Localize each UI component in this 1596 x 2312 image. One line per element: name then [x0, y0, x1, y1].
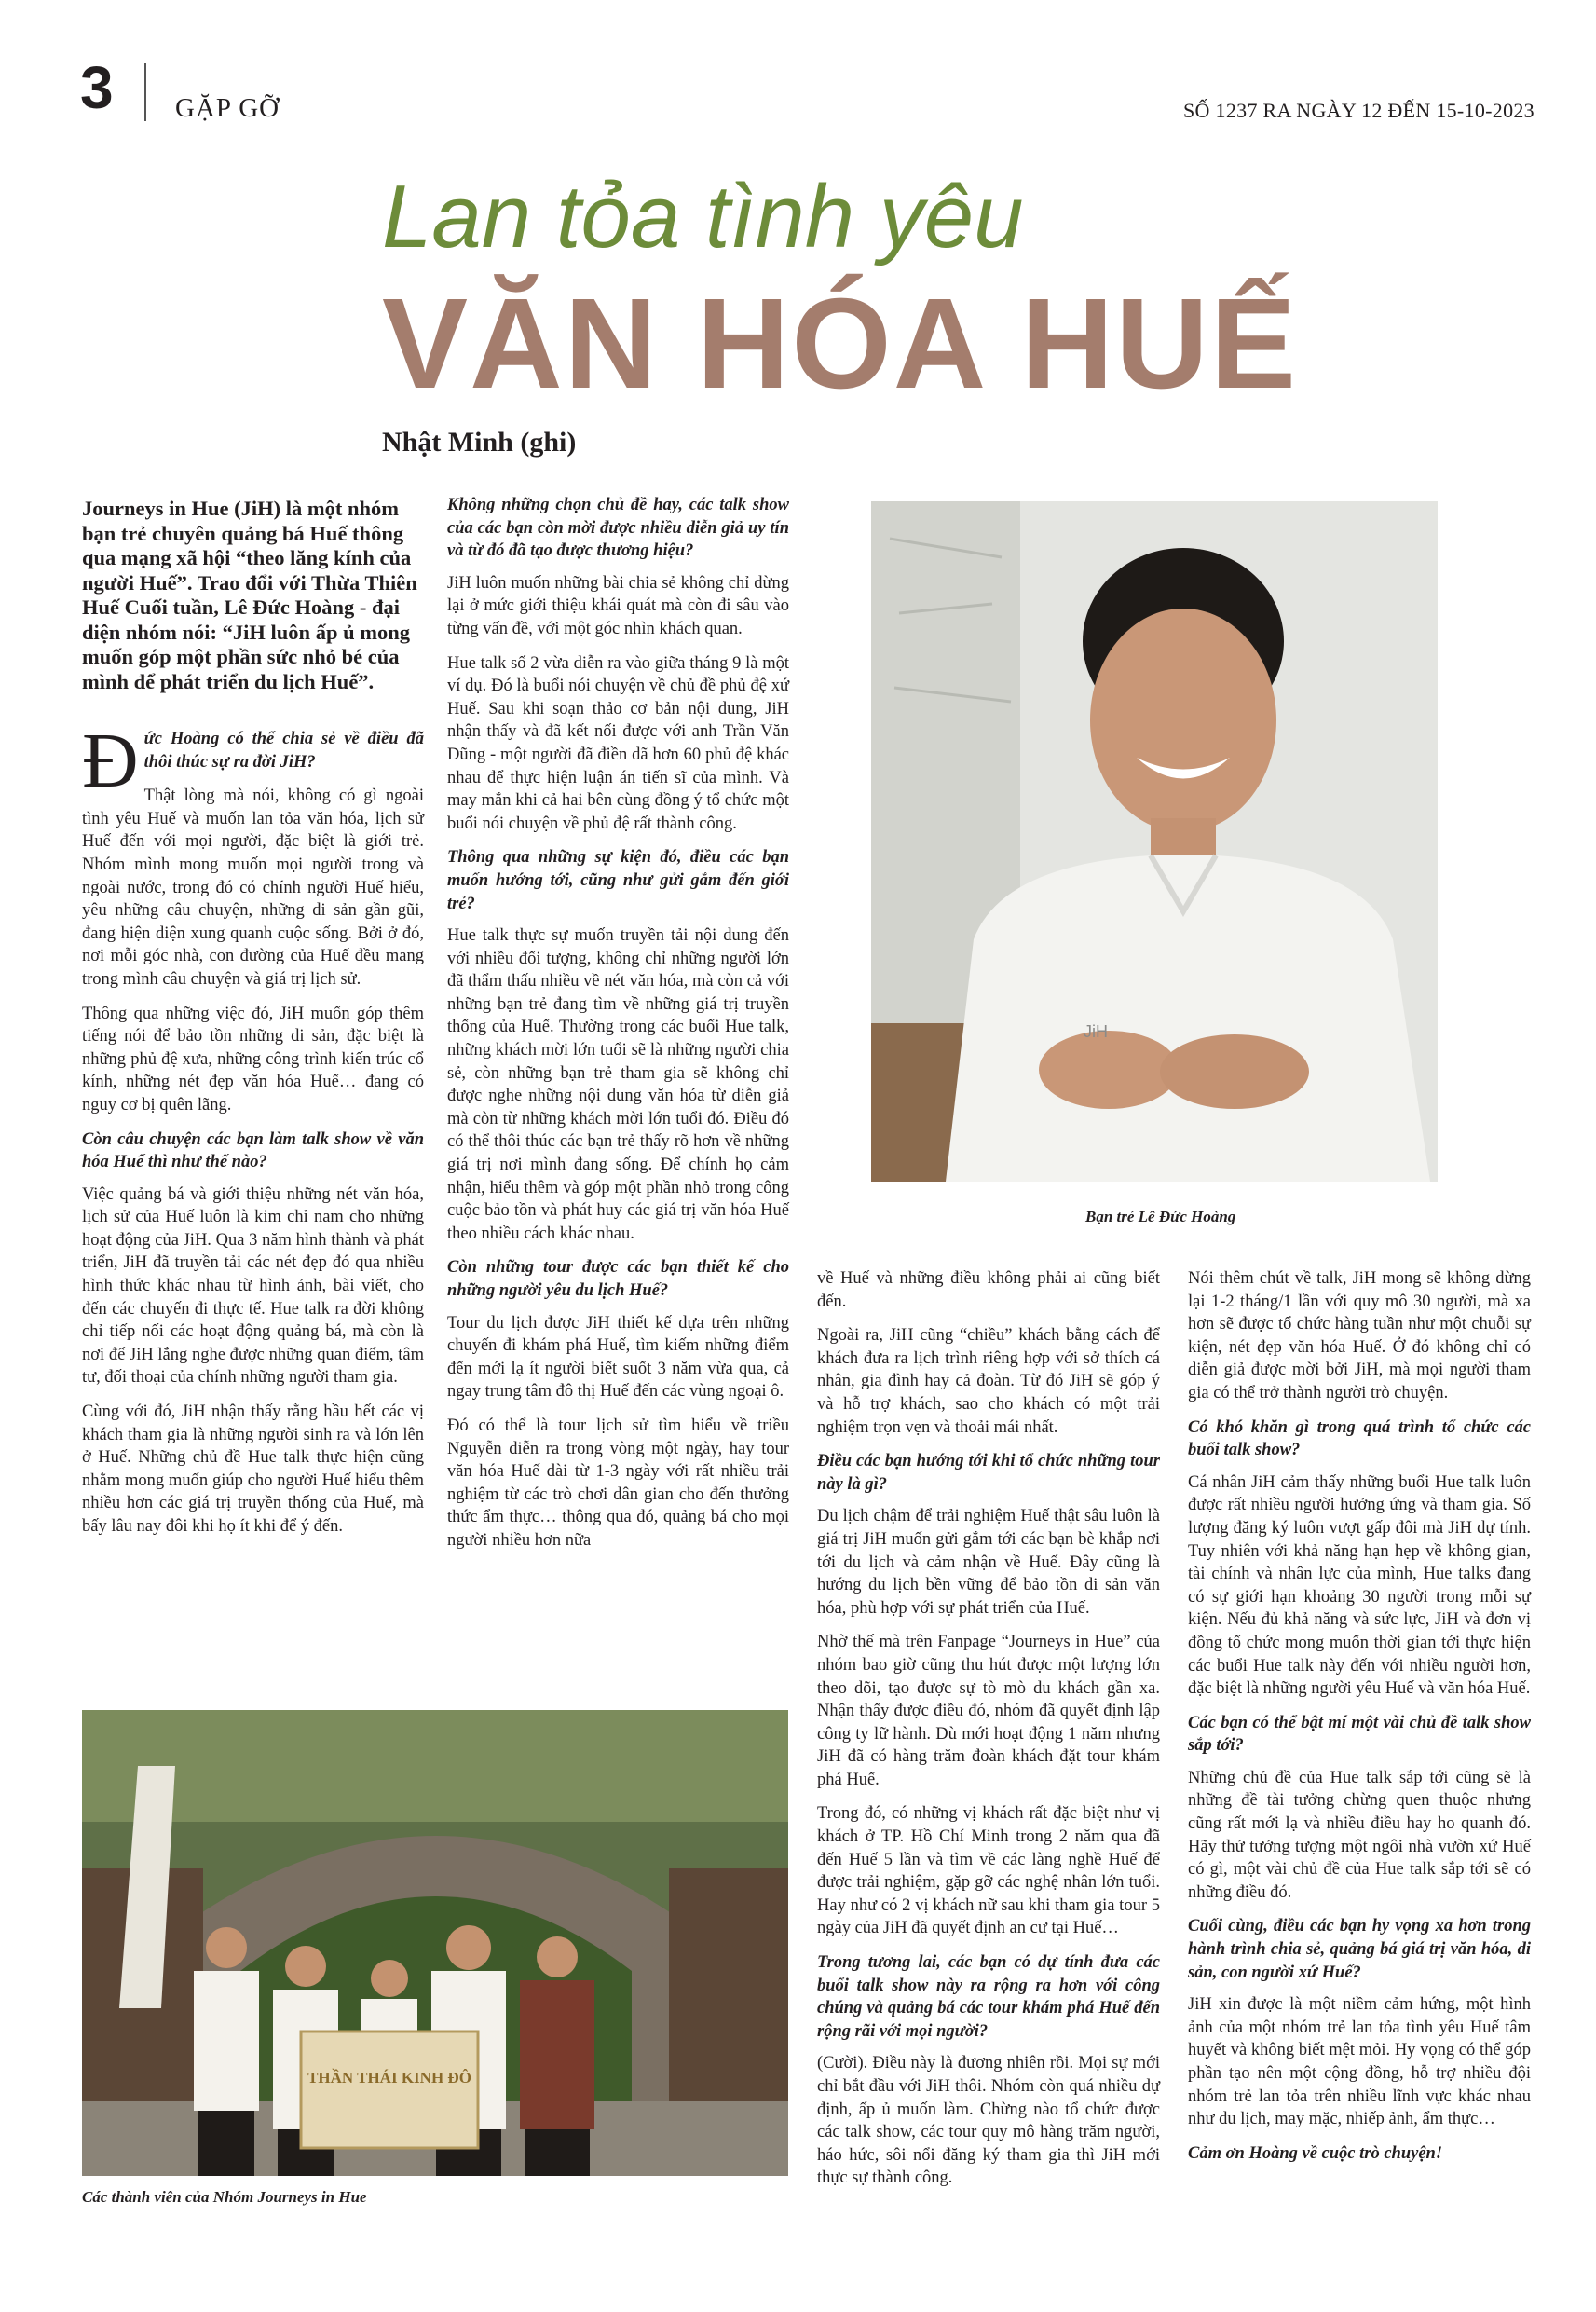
- interview-question: Có khó khăn gì trong quá trình tổ chức các buổi talk show?: [1188, 1417, 1531, 1460]
- portrait-illustration: [871, 501, 1438, 1182]
- answer-paragraph: Cùng với đó, JiH nhận thấy rằng hầu hết các vị khách tham gia là những người sinh ra và lớn lên ở Huế. Những chủ đề Hue talk thực hiện cũng nhằm mong muốn giúp cho người Huế hiểu thêm nhiều hơn các giá trị truyền thống của Huế, mà bấy lâu nay đôi khi họ ít khi để ý đến.: [82, 1402, 424, 1536]
- drop-cap: Đ: [82, 718, 139, 804]
- answer-paragraph: Ngoài ra, JiH cũng “chiều” khách bằng cách để khách đưa ra lịch trình riêng hợp với sở thích cá nhân, gia đình hay cả đoàn. Từ đó JiH sẽ góp ý và hỗ trợ khách, sao cho khách có một trải nghiệm trọn vẹn và thoải mái nhất.: [817, 1326, 1160, 1437]
- answer-paragraph: Thật lòng mà nói, không có gì ngoài tình yêu Huế và muốn lan tỏa văn hóa, lịch sử Huế đến với mọi người, đặc biệt là giới trẻ. Nhóm mình mong muốn mọi người trong và ngoài nước, trong đó có chính người Huế hiểu, yêu những câu chuyện, những di sản gần gũi, đang hiện diện xung quanh cuộc sống. Bởi ở đó, nơi mỗi góc nhà, con đường của Huế đều mang trong mình câu chuyện và giá trị lịch sử.: [82, 787, 424, 989]
- interview-question: Các bạn có thể bật mí một vài chủ đề talk show sắp tới?: [1188, 1713, 1531, 1756]
- answer-paragraph: JiH luôn muốn những bài chia sẻ không chỉ dừng lại ở mức giới thiệu khái quát mà còn đi sâu vào từng vấn đề, với một góc nhìn khách quan.: [447, 573, 789, 638]
- byline: Nhật Minh (ghi): [382, 427, 577, 458]
- answer-paragraph: (Cười). Điều này là đương nhiên rồi. Mọi sự mới chỉ bắt đầu với JiH thôi. Nhóm còn quá nhiều dự định, ấp ủ muốn làm. Chừng nào tổ chức được các talk show, các tour quy mô hàng trăm người, háo hức, sôi nổi đăng ký tham gia thì JiH mới thực sự thành công.: [817, 2054, 1160, 2188]
- interview-question: Cảm ơn Hoàng về cuộc trò chuyện!: [1188, 2143, 1443, 2163]
- first-question: [82, 718, 424, 804]
- interview-question: Thông qua những sự kiện đó, điều các bạn muốn hướng tới, cũng như gửi gắm đến giới trẻ?: [447, 848, 789, 913]
- answer-paragraph: về Huế và những điều không phải ai cũng biết đến.: [817, 1269, 1160, 1311]
- interview-question: Không những chọn chủ đề hay, các talk show của các bạn còn mời được nhiều diễn giả uy tín và từ đó đã tạo được thương hiệu?: [447, 496, 789, 561]
- header-divider: [144, 63, 146, 121]
- answer-paragraph: Việc quảng bá và giới thiệu những nét văn hóa, lịch sử của Huế luôn là kim chỉ nam cho những hoạt động của JiH. Qua 3 năm hình thành và phát triển, JiH đã truyền tải các nét đẹp đó qua nhiều hình thức khác nhau từ hình ảnh, bài viết, cho đến các chuyến đi thực tế. Hue talk ra đời không chỉ tiếp nối các hoạt động quảng bá, mà còn là nơi để JiH lắng nghe được những quan điểm, tâm tư, đối thoại của chính những người tham gia.: [82, 1184, 424, 1388]
- answer-paragraph: Trong đó, có những vị khách rất đặc biệt như vị khách ở TP. Hồ Chí Minh trong 2 năm qua đã đến Huế 5 lần và tìm về các làng nghề Huế để được trải nghiệm, gặp gỡ các nghệ nhân lớn tuổi. Hay như có 2 vị khách nữ sau khi tham gia tour 5 ngày của JiH đã quyết định an cư tại Huế…: [817, 1804, 1160, 1938]
- headline-line-2: VĂN HÓA HUẾ: [382, 272, 1298, 416]
- answer-paragraph: Tour du lịch được JiH thiết kế dựa trên những chuyến đi khám phá Huế, tìm kiếm những điểm đến mới lạ ít người biết suốt 3 năm vừa qua, cả ngay trung tâm đô thị Huế đến các vùng ngoại ô.: [447, 1313, 789, 1402]
- answer-paragraph: Nhờ thế mà trên Fanpage “Journeys in Hue” của nhóm bao giờ cũng thu hút được một lượng lớn theo dõi, tạo được sự tò mò du khách gần xa. Nhận thấy được điều đó, nhóm đã quyết định lập công ty lữ hành. Dù mới hoạt động 1 năm nhưng JiH đã có hàng trăm đoàn khách đặt tour khám phá Huế.: [817, 1633, 1160, 1789]
- lead-paragraph: Journeys in Hue (JiH) là một nhóm bạn trẻ chuyên quảng bá Huế thông qua mạng xã hội “theo lăng kính của người Huế”. Trao đổi với Thừa Thiên Huế Cuối tuần, Lê Đức Hoàng - đại diện nhóm nói: “JiH luôn ấp ủ mong muốn góp một phần sức nhỏ bé của mình để phát triển du lịch Huế”.: [82, 497, 417, 693]
- portrait-photo: [871, 501, 1438, 1182]
- group-photo: [82, 1710, 788, 2176]
- group-sign-text: THẦN THÁI KINH ĐÔ: [307, 2069, 471, 2086]
- issue-info: SỐ 1237 RA NGÀY 12 ĐẾN 15-10-2023: [1183, 99, 1535, 122]
- answer-paragraph: Du lịch chậm để trải nghiệm Huế thật sâu luôn là giá trị JiH muốn gửi gắm tới các bạn bè khắp nơi tới du lịch và cảm nhận về Huế. Đây cũng là hướng du lịch bền vững để bảo tồn di sản văn hóa, phù hợp với sự phát triển của Huế.: [817, 1507, 1160, 1618]
- article-column-4: [1188, 1267, 1531, 2174]
- answer-paragraph: Đó có thể là tour lịch sử tìm hiểu về triều Nguyễn diễn ra trong vòng một ngày, hay tour văn hóa Huế dài từ 1-3 ngày với rất nhiều trải nghiệm từ các trò chơi dân gian cho đến thưởng thức ẩm thực… thông qua đó, quảng bá cho mọi người nhiều hơn nữa: [447, 1416, 789, 1550]
- group-photo-caption: Các thành viên của Nhóm Journeys in Hue: [82, 2188, 367, 2206]
- answer-paragraph: Hue talk số 2 vừa diễn ra vào giữa tháng 9 là một ví dụ. Đó là buổi nói chuyện về chủ đề phủ đệ xứ Huế. Sau khi soạn thảo cơ bản nội dung, JiH nhận thấy và đã kết nối được với anh Trần Văn Dũng - một người đã điền dã hơn 60 phủ đệ khác nhau để thực hiện luận án tiến sĩ của mình. Và may mắn khi cả hai bên cùng đồng ý tổ chức một buổi nói chuyện về phủ đệ rất thành công.: [447, 653, 789, 833]
- interview-question: Cuối cùng, điều các bạn hy vọng xa hơn trong hành trình chia sẻ, quảng bá giá trị văn hóa, di sản, con người xứ Huế?: [1188, 1917, 1531, 1982]
- article-column-1: [82, 497, 424, 1550]
- answer-paragraph: JiH xin được là một niềm cảm hứng, một hình ảnh của một nhóm trẻ lan tỏa tình yêu Huế tâm huyết và không biết mệt mỏi. Hy vọng có thể góp phần tạo nên một cộng đồng, hỗ trợ nhiều đội nhóm trẻ lan tỏa trên nhiều lĩnh vực khác nhau như du lịch, may mặc, nhiếp ảnh, ẩm thực…: [1188, 1995, 1531, 2129]
- column-1-body: [82, 785, 424, 1538]
- answer-paragraph: Nói thêm chút về talk, JiH mong sẽ không dừng lại 1-2 tháng/1 lần với quy mô 30 người, mà xa hơn sẽ được tổ chức hàng tuần như một chuỗi sự kiện, nét đẹp văn hóa Huế. Ở đó không chỉ có diễn giả được mời bởi JiH, mà mọi người tham gia có thể trở thành người trò chuyện.: [1188, 1269, 1531, 1402]
- interview-question: Trong tương lai, các bạn có dự tính đưa các buổi talk show này ra rộng ra hơn với công chúng và quảng bá các tour khám phá Huế đến rộng rãi với mọi người?: [817, 1953, 1160, 2041]
- section-name: GẶP GỠ: [175, 93, 280, 123]
- page-number: 3: [80, 54, 114, 121]
- interview-question: Còn câu chuyện các bạn làm talk show về văn hóa Huế thì như thế nào?: [82, 1129, 424, 1172]
- first-question-text: ức Hoàng có thể chia sẻ về điều đã thôi thúc sự ra đời JiH?: [143, 730, 424, 772]
- answer-paragraph: Cá nhân JiH cảm thấy những buổi Hue talk luôn được rất nhiều người hưởng ứng và tham gia. Số lượng đăng ký luôn vượt gấp đôi mà JiH dự tính. Tuy nhiên với khả năng hạn hẹp về không gian, tài chính và nhân lực của mình, Hue talks đang có sự giới hạn khoảng 30 người trong mỗi sự kiện. Nếu đủ khả năng và sức lực, JiH và đơn vị đồng tổ chức mong muốn thời gian tới thực hiện các buổi Hue talk này đến với nhiều người hơn, đặc biệt là những người yêu Huế và văn hóa Huế.: [1188, 1472, 1531, 1699]
- shirt-logo: JiH: [1084, 1022, 1108, 1041]
- article-column-2: [447, 494, 789, 1564]
- article-column-3: [817, 1267, 1160, 2201]
- answer-paragraph: Những chủ đề của Hue talk sắp tới cũng sẽ là những đề tài tưởng chừng quen thuộc nhưng cũng rất mới lạ và nhiều điều hay ho quanh đó. Hãy thử tưởng tượng một ngôi nhà vườn xứ Huế có gì, một vài chủ đề của Hue talk sắp tới sẽ có những điều đó.: [1188, 1768, 1531, 1902]
- interview-question: Còn những tour được các bạn thiết kế cho những người yêu du lịch Huế?: [447, 1258, 789, 1300]
- answer-paragraph: Thông qua những việc đó, JiH muốn góp thêm tiếng nói để bảo tồn những di sản, đặc biệt là những phủ đệ xưa, những công trình kiến trúc cổ kính, những nét đẹp văn hóa Huế… đang có nguy cơ bị quên lãng.: [82, 1004, 424, 1115]
- portrait-caption: Bạn trẻ Lê Đức Hoàng: [1085, 1208, 1236, 1225]
- group-illustration: [82, 1710, 788, 2176]
- headline-line-1: Lan tỏa tình yêu: [382, 167, 1024, 267]
- interview-question: Điều các bạn hướng tới khi tổ chức những tour này là gì?: [817, 1452, 1160, 1494]
- answer-paragraph: Hue talk thực sự muốn truyền tải nội dung đến với nhiều đối tượng, không chỉ những người lớn đã thẩm thấu nhiều về nét văn hóa, mà còn cả với những bạn trẻ đang tìm về những giá trị truyền thống của Huế. Thường trong các buổi Hue talk, những khách mời lớn tuổi sẽ là những người chia sẻ, còn những bạn trẻ tham gia sẽ không chỉ được nghe những nội dung văn hóa từ diễn giả mà còn từ những khách mời lớn tuổi đó. Điều đó có thể thôi thúc các bạn trẻ thấy rõ hơn về những giá trị nơi mình đang sống. Để chính họ cảm nhận, hiểu thêm và góp một phần nhỏ trong công cuộc bảo tồn và phát huy các giá trị văn hóa Huế theo nhiều cách khác nhau.: [447, 926, 789, 1243]
